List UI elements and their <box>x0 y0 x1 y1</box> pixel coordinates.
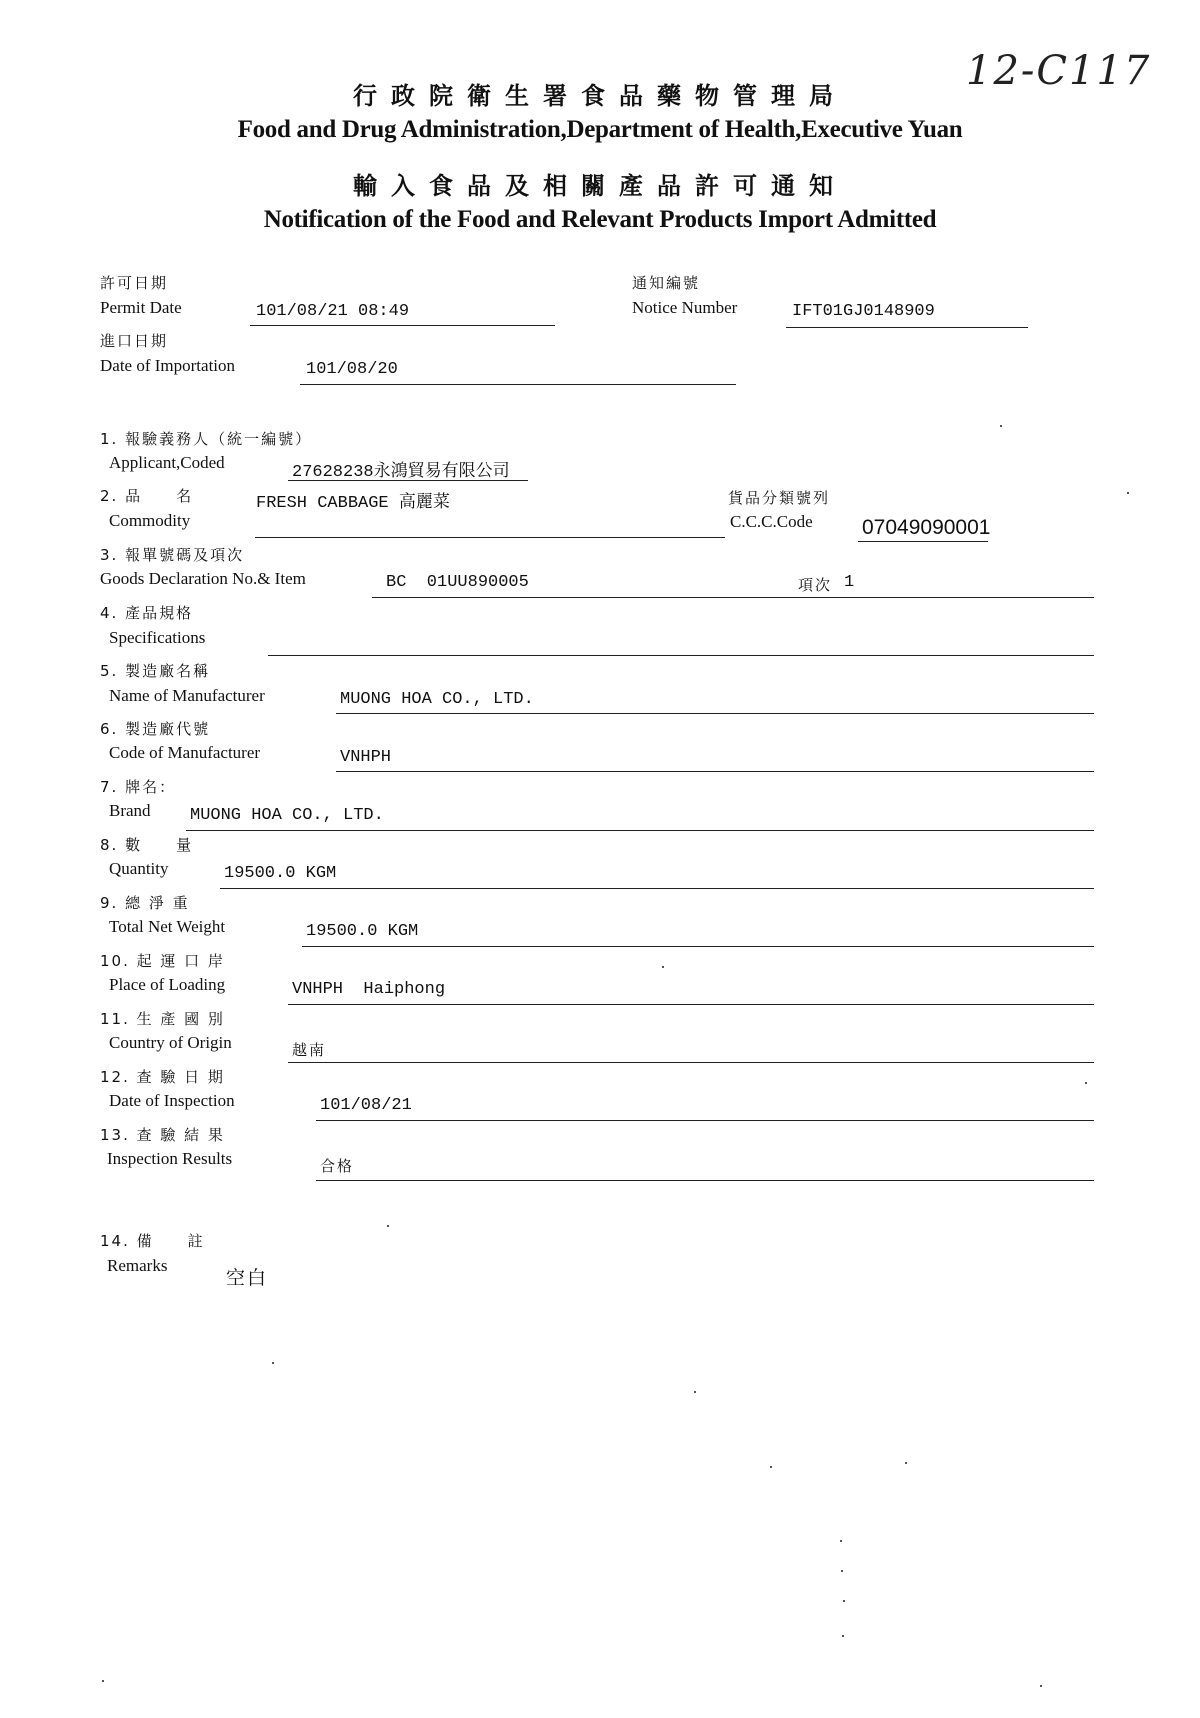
field-1-label-cn: 1. 報驗義務人（統一編號） <box>100 430 313 448</box>
import-date-value: 101/08/20 <box>306 360 398 379</box>
scan-speck <box>905 1462 907 1464</box>
scan-speck <box>694 1391 696 1393</box>
item-value: 1 <box>844 573 855 592</box>
permit-date-value: 101/08/21 08:49 <box>256 302 410 321</box>
field-5-label-cn: 5. 製造廠名稱 <box>100 662 211 680</box>
scan-speck <box>1000 425 1002 427</box>
handwritten-note: 12-C117 <box>966 48 1152 94</box>
scan-speck <box>841 1570 843 1572</box>
field-13-label-cn: 13. 查 驗 結 果 <box>100 1126 225 1144</box>
permit-date-underline <box>250 325 555 326</box>
field-2-value: FRESH CABBAGE 高麗菜 <box>256 494 450 513</box>
notice-number-value: IFT01GJ0148909 <box>792 302 935 321</box>
scan-speck <box>843 1600 845 1602</box>
document-title-en: Notification of the Food and Relevant Products Import Admitted <box>263 206 937 233</box>
field-3-label-cn: 3. 報單號碼及項次 <box>100 546 245 564</box>
field-6-label-en: Code of Manufacturer <box>109 743 261 762</box>
scan-speck <box>272 1362 274 1364</box>
field-8-underline <box>220 888 1094 889</box>
field-9-underline <box>302 946 1094 947</box>
agency-name-en: Food and Drug Administration,Department of Health,Executive Yuan <box>237 116 963 143</box>
field-13-underline <box>316 1180 1094 1181</box>
field-8-value: 19500.0 KGM <box>224 864 337 883</box>
field-1-underline <box>288 480 528 481</box>
import-date-underline <box>300 384 736 385</box>
field-5-underline <box>336 713 1094 714</box>
field-3-underline <box>372 597 1094 598</box>
field-7-label-cn: 7. 牌名： <box>100 778 177 796</box>
document-title-cn: 輸入食品及相關產品許可通知 <box>353 172 847 200</box>
item-label: 項次 <box>798 576 833 594</box>
permit-date-label-en: Permit Date <box>100 298 182 317</box>
field-14-value: 空白 <box>226 1267 269 1289</box>
field-5-label-en: Name of Manufacturer <box>109 686 265 705</box>
notice-number-label-cn: 通知編號 <box>632 274 701 292</box>
ccc-code-underline <box>858 541 988 542</box>
field-12-value: 101/08/21 <box>320 1096 412 1115</box>
field-2-label-en: Commodity <box>109 511 191 530</box>
field-8-label-cn: 8. 數 量 <box>100 836 194 854</box>
scan-speck <box>840 1540 842 1542</box>
agency-name-cn: 行政院衛生署食品藥物管理局 <box>353 82 847 110</box>
field-9-label-en: Total Net Weight <box>109 917 226 936</box>
scan-speck <box>1127 492 1129 494</box>
scan-speck <box>842 1635 844 1637</box>
field-14-label-en: Remarks <box>107 1256 168 1275</box>
field-11-underline <box>288 1062 1094 1063</box>
field-7-label-en: Brand <box>109 801 151 820</box>
import-date-label-en: Date of Importation <box>100 356 236 375</box>
ccc-code-label-cn: 貨品分類號列 <box>728 489 831 507</box>
scan-speck <box>387 1225 389 1227</box>
field-10-value: VNHPH Haiphong <box>292 980 446 999</box>
field-2-underline <box>255 537 725 538</box>
field-5-value: MUONG HOA CO., LTD. <box>340 690 534 709</box>
field-11-value: 越南 <box>292 1041 327 1059</box>
field-6-value: VNHPH <box>340 748 392 767</box>
permit-date-label-cn: 許可日期 <box>100 274 169 292</box>
field-3-label-en: Goods Declaration No.& Item <box>100 569 306 588</box>
notice-number-label-en: Notice Number <box>632 298 738 317</box>
field-9-label-cn: 9. 總 淨 重 <box>100 894 190 912</box>
scan-speck <box>1040 1685 1042 1687</box>
field-12-underline <box>316 1120 1094 1121</box>
field-13-value: 合格 <box>320 1157 355 1175</box>
field-8-label-en: Quantity <box>109 859 169 878</box>
field-10-underline <box>288 1004 1094 1005</box>
field-7-value: MUONG HOA CO., LTD. <box>190 806 384 825</box>
field-12-label-cn: 12. 查 驗 日 期 <box>100 1068 225 1086</box>
field-11-label-cn: 11. 生 產 國 別 <box>100 1010 225 1028</box>
field-1-label-en: Applicant,Coded <box>109 453 225 472</box>
field-4-underline <box>268 655 1094 656</box>
field-13-label-en: Inspection Results <box>107 1149 233 1168</box>
field-4-label-en: Specifications <box>109 628 206 647</box>
field-14-label-cn: 14. 備 註 <box>100 1232 205 1250</box>
notice-number-underline <box>786 327 1028 328</box>
import-date-label-cn: 進口日期 <box>100 332 169 350</box>
ccc-code-label-en: C.C.C.Code <box>730 512 813 531</box>
field-7-underline <box>186 830 1094 831</box>
field-9-value: 19500.0 KGM <box>306 922 419 941</box>
field-6-label-cn: 6. 製造廠代號 <box>100 720 211 738</box>
ccc-code-value: 07049090001 <box>862 516 991 539</box>
field-4-label-cn: 4. 產品規格 <box>100 604 194 622</box>
scan-speck <box>1085 1082 1087 1084</box>
field-10-label-en: Place of Loading <box>109 975 226 994</box>
field-12-label-en: Date of Inspection <box>109 1091 235 1110</box>
field-10-label-cn: 10. 起 運 口 岸 <box>100 952 225 970</box>
scan-speck <box>102 1680 104 1682</box>
field-6-underline <box>336 771 1094 772</box>
field-11-label-en: Country of Origin <box>109 1033 232 1052</box>
field-2-label-cn: 2. 品 名 <box>100 487 194 505</box>
scan-speck <box>770 1466 772 1468</box>
scan-speck <box>662 966 664 968</box>
field-3-value: BC 01UU890005 <box>386 573 529 592</box>
field-1-value: 27628238永鴻貿易有限公司 <box>292 463 510 482</box>
